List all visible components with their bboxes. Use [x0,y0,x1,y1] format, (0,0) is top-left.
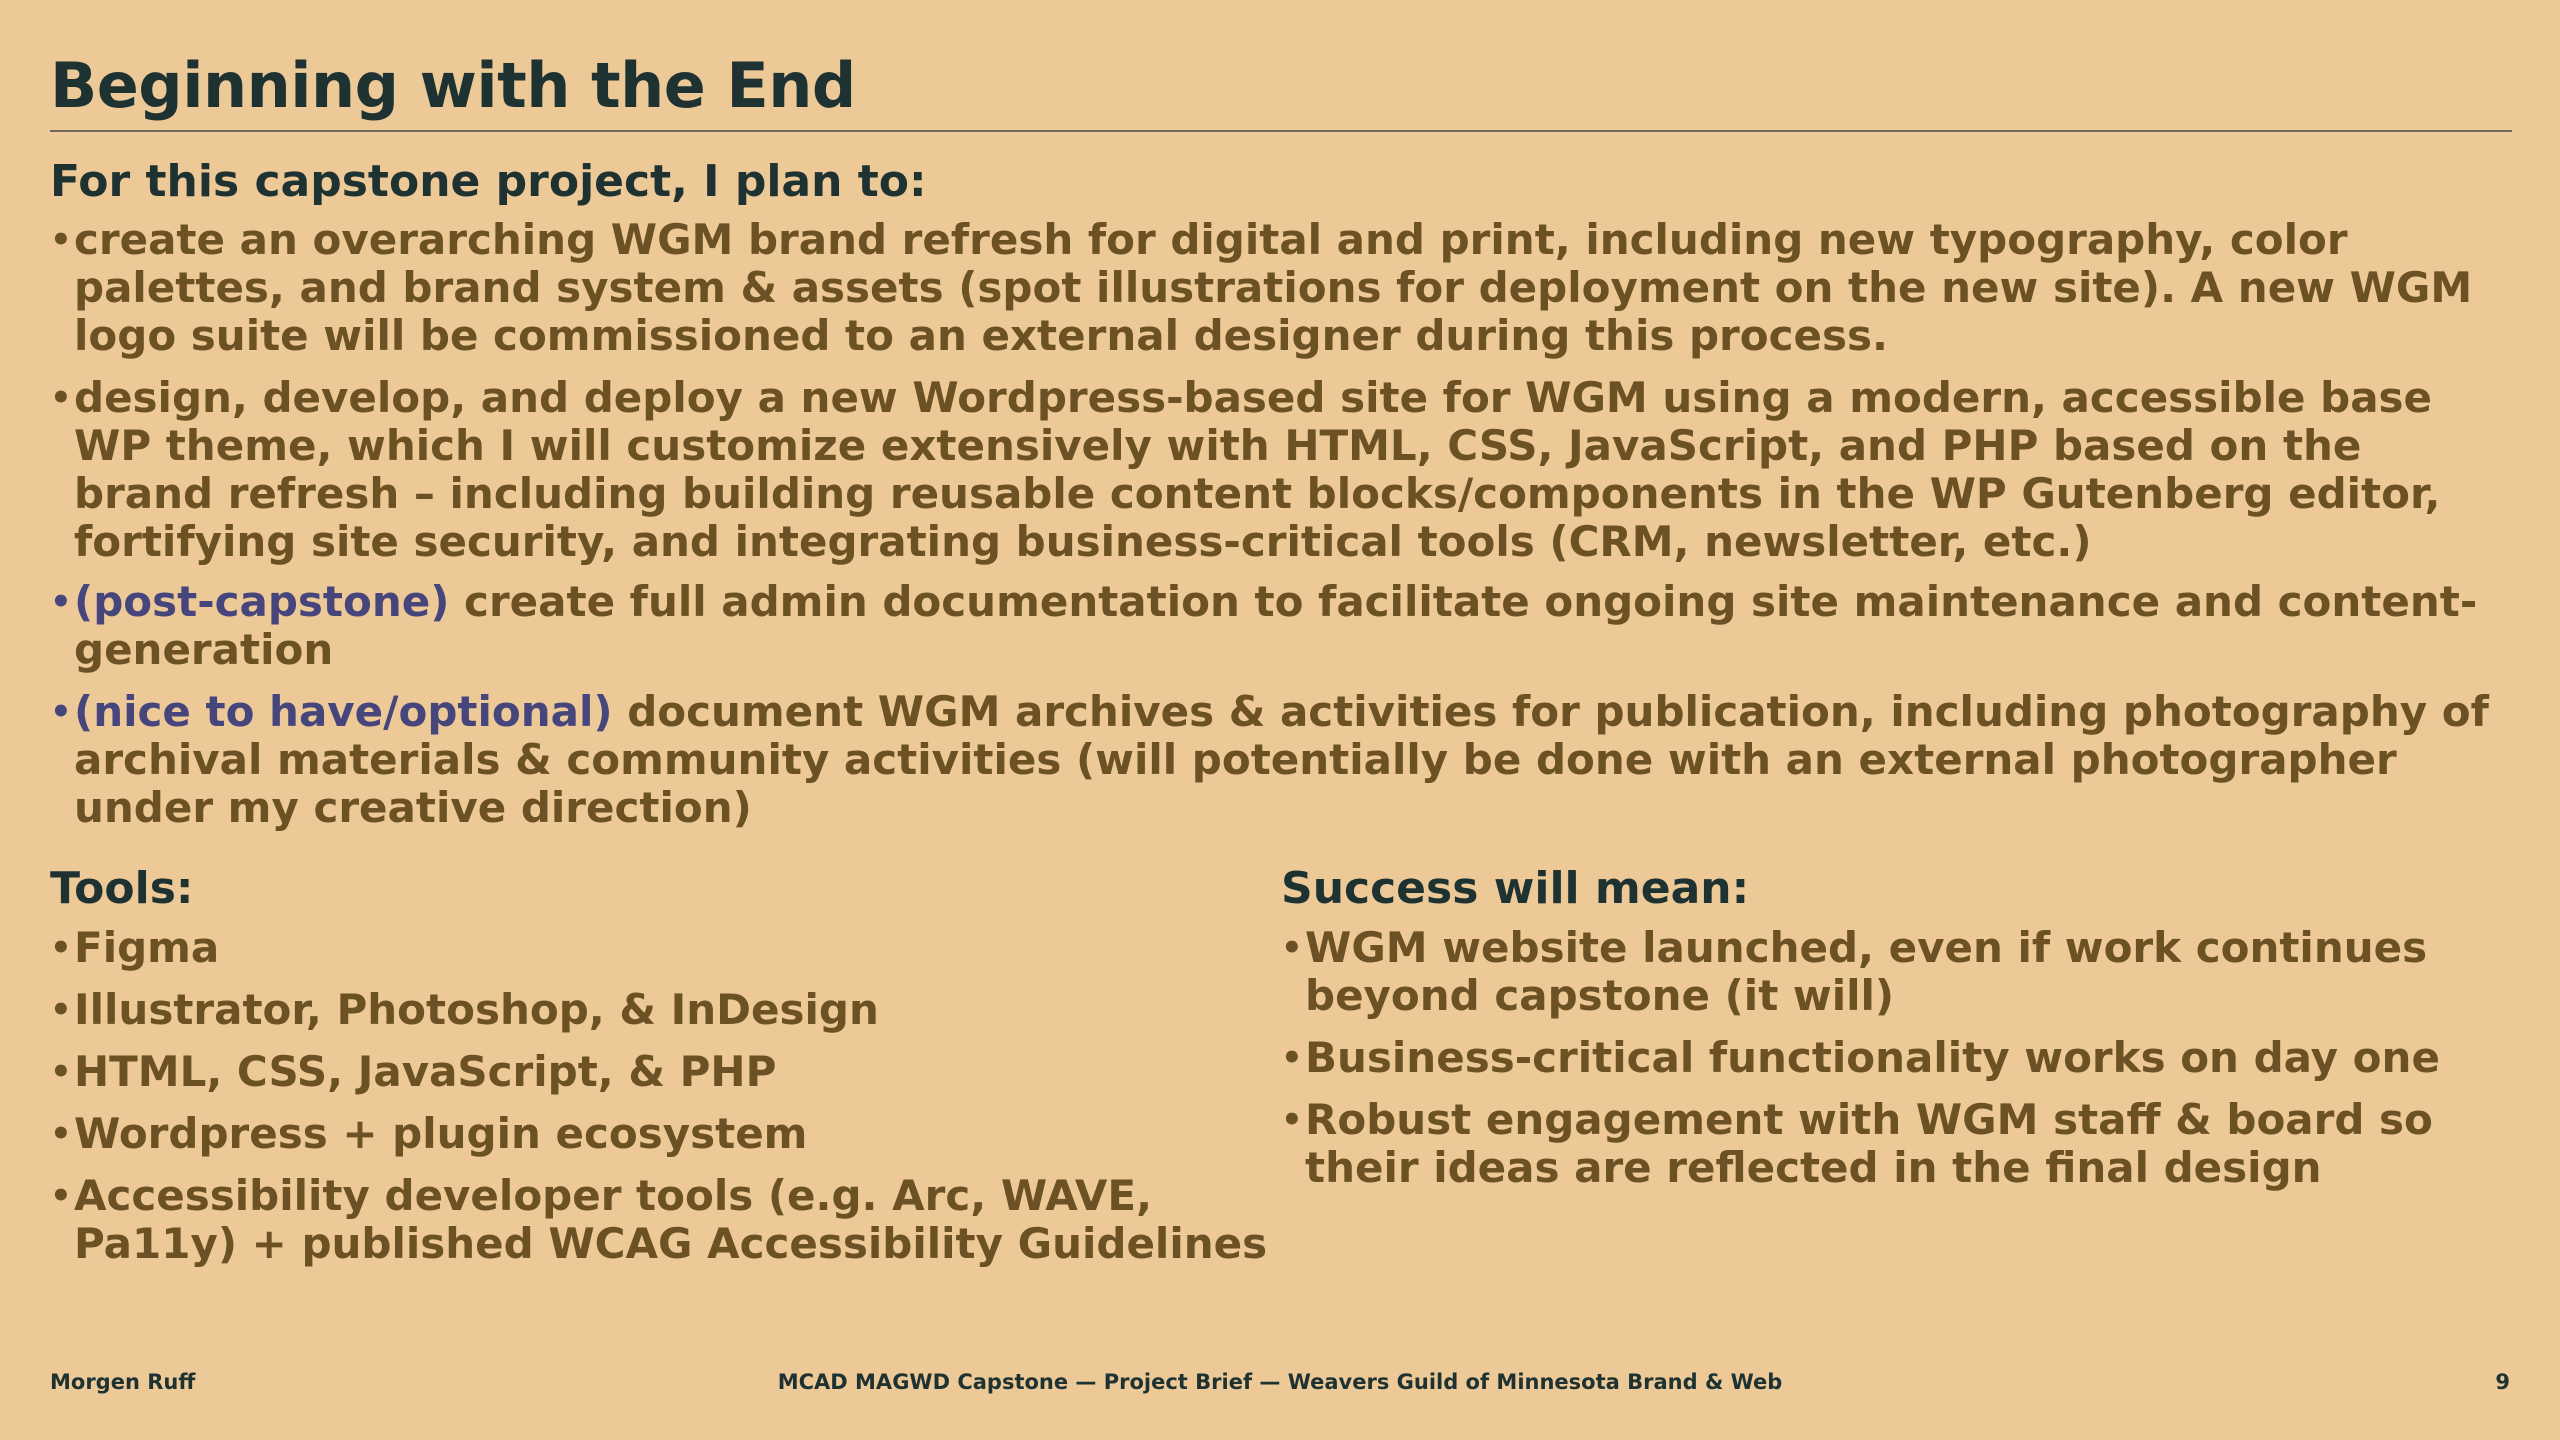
plan-item-text: design, develop, and deploy a new Wordpress-based site for WGM using a modern, accessible base WP theme, which I will customize extensively with HTML, CSS, JavaScript, and PHP based on the brand refresh – including building reusable content blocks/components in the WP Gutenberg editor, fortifying site security, and integrating business-critical tools (CRM, newsletter, etc.) [74,373,2441,566]
plan-item-wordpress-site [50,374,2490,566]
tools-list [50,924,1270,1282]
tools-heading: Tools: [50,863,194,914]
slide-title: Beginning with the End [50,49,856,122]
plan-item-admin-docs [50,578,2490,674]
plan-item-tag: (post-capstone) [74,577,450,626]
tools-item: • HTML, CSS, JavaScript, & PHP [50,1048,1270,1096]
footer-course: MCAD MAGWD Capstone — Project Brief — Weavers Guild of Minnesota Brand & Web [777,1370,1783,1394]
tools-item: • Wordpress + plugin ecosystem [50,1110,1270,1158]
tools-item: • Accessibility developer tools (e.g. Arc, WAVE, Pa11y) + published WCAG Accessibility Guidelines [50,1172,1270,1268]
plan-item-text: document WGM archives & activities for publication, including photography of archival materials & community activities (will potentially be done with an external photographer under my creative direction) [74,687,2489,832]
success-heading: Success will mean: [1281,863,1750,914]
footer-author: Morgen Ruff [50,1370,196,1394]
success-list [1281,924,2501,1206]
success-item: • Business-critical functionality works on day one [1281,1034,2501,1082]
plan-item-text: create an overarching WGM brand refresh for digital and print, including new typography, color palettes, and brand system & assets (spot illustrations for deployment on the new site). A new WGM logo suite will be commissioned to an external designer during this process. [74,215,2473,360]
success-item: • Robust engagement with WGM staff & board so their ideas are reflected in the final design [1281,1096,2501,1192]
plan-item-archives [50,688,2490,832]
plan-item-text: create full admin documentation to facilitate ongoing site maintenance and content-generation [74,577,2478,674]
plan-item-tag: (nice to have/optional) [74,687,613,736]
plan-heading: For this capstone project, I plan to: [50,156,927,207]
page-number: 9 [2495,1370,2510,1394]
tools-item: • Figma [50,924,1270,972]
plan-list [50,216,2490,846]
plan-item-brand-refresh [50,216,2490,360]
title-divider [50,130,2512,132]
tools-item: • Illustrator, Photoshop, & InDesign [50,986,1270,1034]
success-item: • WGM website launched, even if work continues beyond capstone (it will) [1281,924,2501,1020]
